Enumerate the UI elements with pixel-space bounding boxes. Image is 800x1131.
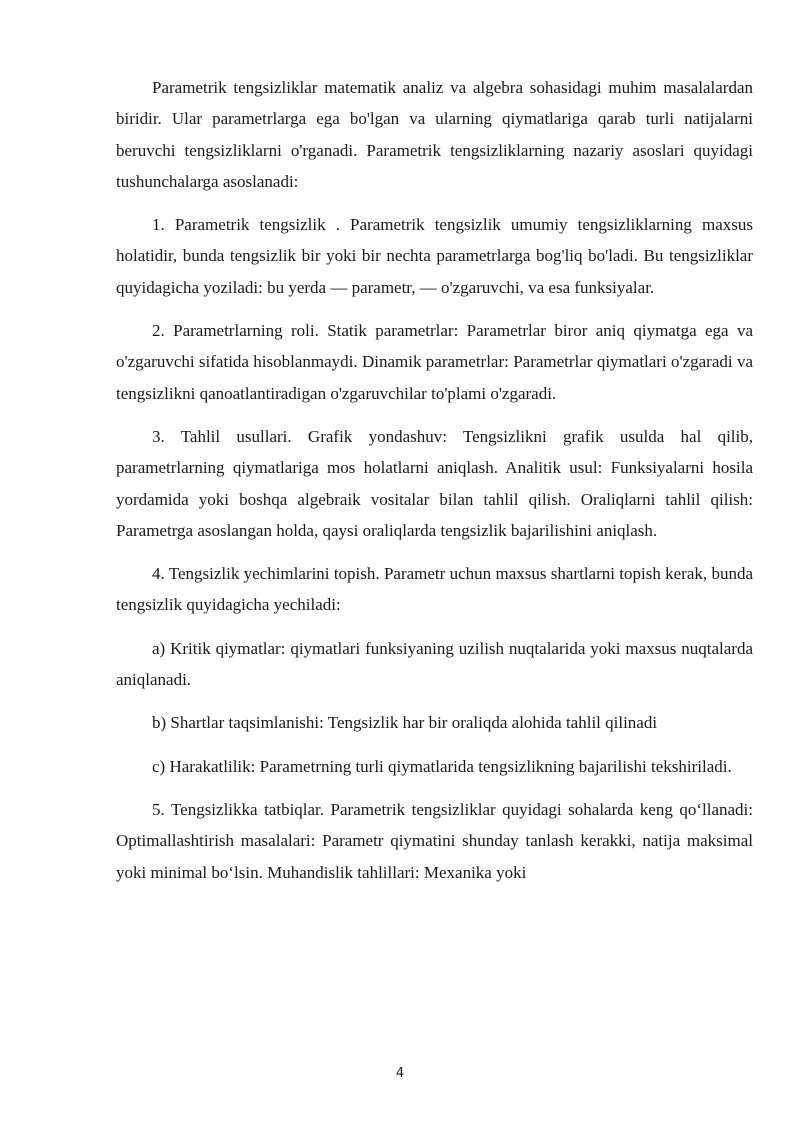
paragraph-applications: 5. Tengsizlikka tatbiqlar. Parametrik tengsizliklar quyidagi sohalarda keng qoʻllanadi: Optimallashtirish masalalari: Parametr qiymatini shunday tanlash kerakki, natija maksimal yoki minimal boʻlsin. Muhandislik tahlillari: Mexanika yoki [116, 799, 753, 882]
paragraph-analysis-methods: 3. Tahlil usullari. Grafik yondashuv: Tengsizlikni grafik usulda hal qilib, parametrlarning qiymatlariga mos holatlarni aniqlash. Analitik usul: Funksiyalarni hosila yordamida yoki boshqa algebraik vositalar bilan tahlil qilish. Oraliqlarni tahlil qilish: Parametrga asoslangan holda, qaysi oraliqlarda tengsizlik bajarilishini aniqlash. [116, 426, 753, 540]
paragraph-finding-solutions: 4. Tengsizlik yechimlarini topish. Parametr uchun maxsus shartlarni topish kerak, bunda tengsizlik quyidagicha yechiladi: [116, 564, 753, 615]
paragraph-critical-values: a) Kritik qiymatlar: qiymatlari funksiyaning uzilish nuqtalarida yoki maxsus nuqtalarda aniqlanadi. [116, 638, 753, 690]
paragraph-intro: Parametrik tengsizliklar matematik analiz va algebra sohasidagi muhim masalalardan biridir. Ular parametrlarga ega bo'lgan va ularning qiymatlariga qarab turli natijalarni beruvchi tengsizliklarni o'rganadi. Parametrik tengsizliklarning nazariy asoslari quyidagi tushunchalarga asoslanadi: [116, 78, 753, 191]
paragraph-parametric-inequality: 1. Parametrik tengsizlik . Parametrik tengsizlik umumiy tengsizliklarning maxsus holatidir, bunda tengsizlik bir yoki bir nechta parametrlarga bog'liq bo'ladi. Bu tengsizliklar quyidagicha yoziladi: bu yerda — parametr, — o'zgaruvchi, va esa funksiyalar. [116, 215, 753, 297]
paragraph-mobility: c) Harakatlilik: Parametrning turli qiymatlarida tengsizlikning bajarilishi tekshiriladi. [152, 756, 732, 776]
page-number: 4 [395, 1066, 405, 1081]
paragraph-parameter-roles: 2. Parametrlarning roli. Statik parametrlar: Parametrlar biror aniq qiymatga ega va o'zgaruvchi sifatida hisoblanmaydi. Dinamik parametrlar: Parametrlar qiymatlari o'zgaradi va tengsizlikni qanoatlantiradigan o'zgaruvchilar to'plami o'zgaradi. [116, 321, 753, 403]
page-body [116, 72, 753, 900]
paragraph-condition-distribution: b) Shartlar taqsimlanishi: Tengsizlik har bir oraliqda alohida tahlil qilinadi [152, 713, 658, 733]
